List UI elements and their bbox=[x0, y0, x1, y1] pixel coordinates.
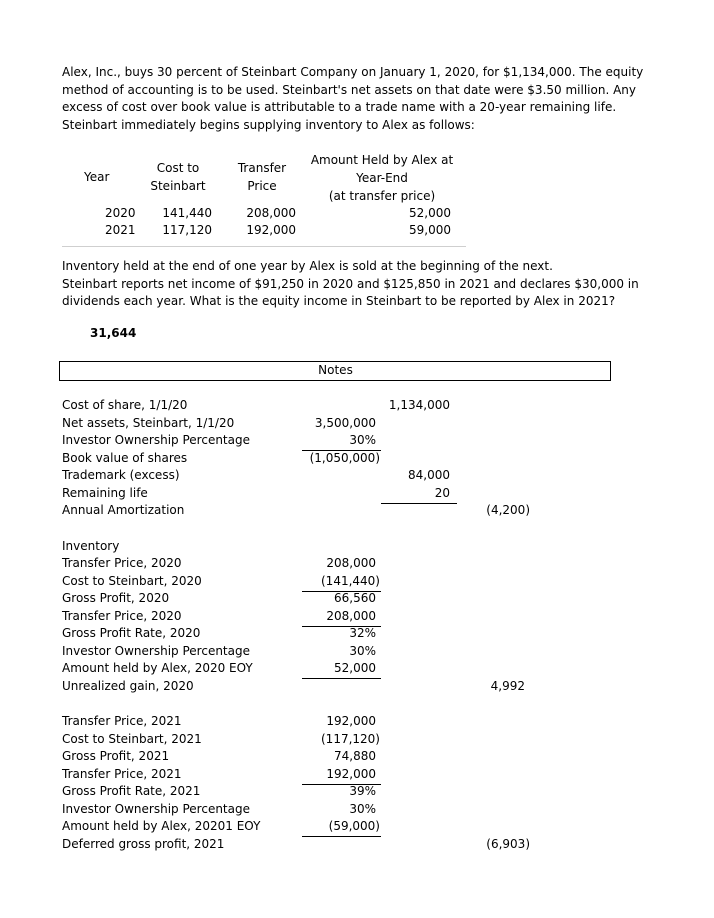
amount-held-2020-value: 52,000 bbox=[334, 661, 376, 675]
problem-line: Steinbart immediately begins supplying inventory to Alex as follows: bbox=[62, 117, 475, 132]
ownership-2021-label: Investor Ownership Percentage bbox=[62, 802, 250, 816]
gross-profit-2020-label: Gross Profit, 2020 bbox=[62, 591, 170, 605]
deferred-gross-profit-2021-value: (6,903) bbox=[486, 837, 530, 851]
header-held-line1: Amount Held by Alex at bbox=[310, 153, 454, 167]
row-held: 52,000 bbox=[409, 206, 451, 220]
cost-of-share-value: 1,134,000 bbox=[388, 398, 450, 412]
gross-profit-2021-value: 74,880 bbox=[334, 749, 376, 763]
gross-profit-rate-2020-value: 32% bbox=[349, 626, 376, 640]
header-year: Year bbox=[84, 170, 110, 184]
annual-amortization-label: Annual Amortization bbox=[62, 503, 185, 517]
row-cost: 117,120 bbox=[162, 223, 212, 237]
unrealized-gain-2020-value: 4,992 bbox=[490, 679, 525, 693]
header-transfer-line2: Price bbox=[247, 179, 277, 193]
cost-2020-value: (141,440) bbox=[321, 574, 380, 588]
gross-profit-rate-2020-label: Gross Profit Rate, 2020 bbox=[62, 626, 201, 640]
notes-label: Notes bbox=[318, 363, 353, 377]
trademark-label: Trademark (excess) bbox=[62, 468, 180, 482]
annual-amortization-value: (4,200) bbox=[486, 503, 530, 517]
cost-2020-label: Cost to Steinbart, 2020 bbox=[62, 574, 202, 588]
inventory-heading: Inventory bbox=[62, 539, 120, 553]
net-assets-value: 3,500,000 bbox=[314, 416, 376, 430]
cost-2021-label: Cost to Steinbart, 2021 bbox=[62, 732, 202, 746]
remaining-life-label: Remaining life bbox=[62, 486, 148, 500]
transfer-price-2021-value-2: 192,000 bbox=[326, 767, 376, 781]
header-cost-line2: Steinbart bbox=[150, 179, 206, 193]
transfer-price-2020-label-2: Transfer Price, 2020 bbox=[62, 609, 182, 623]
header-transfer-line1: Transfer bbox=[237, 161, 287, 175]
amount-held-2021-value: (59,000) bbox=[328, 819, 380, 833]
question-text bbox=[62, 258, 639, 311]
transfer-price-2020-value-2: 208,000 bbox=[326, 609, 376, 623]
remaining-life-value: 20 bbox=[434, 486, 450, 500]
trademark-value: 84,000 bbox=[408, 468, 450, 482]
header-held-line2: Year-End bbox=[356, 171, 408, 185]
net-assets-label: Net assets, Steinbart, 1/1/20 bbox=[62, 416, 235, 430]
ownership-label: Investor Ownership Percentage bbox=[62, 433, 250, 447]
problem-text bbox=[62, 64, 644, 134]
answer-value: 31,644 bbox=[90, 326, 137, 340]
header-held-line3: (at transfer price) bbox=[328, 189, 436, 203]
amount-held-2021-label: Amount held by Alex, 20201 EOY bbox=[62, 819, 261, 833]
transfer-price-2020-value: 208,000 bbox=[326, 556, 376, 570]
problem-line: method of accounting is to be used. Steinbart's net assets on that date were $3.50 million. Any bbox=[62, 82, 636, 97]
underline bbox=[302, 836, 381, 837]
transfer-price-2021-value: 192,000 bbox=[326, 714, 376, 728]
row-held: 59,000 bbox=[409, 223, 451, 237]
question-line: dividends each year. What is the equity income in Steinbart to be reported by Alex in 2021? bbox=[62, 294, 616, 308]
ownership-2021-value: 30% bbox=[349, 802, 376, 816]
unrealized-gain-2020-label: Unrealized gain, 2020 bbox=[62, 679, 194, 693]
ownership-2020-label: Investor Ownership Percentage bbox=[62, 644, 250, 658]
question-line: Steinbart reports net income of $91,250 in 2020 and $125,850 in 2021 and declares $30,000 in bbox=[62, 276, 639, 291]
ownership-2020-value: 30% bbox=[349, 644, 376, 658]
problem-line: Alex, Inc., buys 30 percent of Steinbart Company on January 1, 2020, for $1,134,000. The equity bbox=[62, 65, 644, 79]
cost-of-share-label: Cost of share, 1/1/20 bbox=[62, 398, 188, 412]
ownership-value: 30% bbox=[349, 433, 376, 447]
transfer-price-2021-label: Transfer Price, 2021 bbox=[62, 714, 182, 728]
gross-profit-2020-value: 66,560 bbox=[334, 591, 376, 605]
header-cost-line1: Cost to bbox=[156, 161, 200, 175]
row-transfer: 192,000 bbox=[246, 223, 296, 237]
row-cost: 141,440 bbox=[162, 206, 212, 220]
amount-held-2020-label: Amount held by Alex, 2020 EOY bbox=[62, 661, 253, 675]
gross-profit-rate-2021-value: 39% bbox=[349, 784, 376, 798]
gross-profit-2021-label: Gross Profit, 2021 bbox=[62, 749, 170, 763]
problem-line: excess of cost over book value is attributable to a trade name with a 20-year remaining life. bbox=[62, 100, 617, 114]
book-value-label: Book value of shares bbox=[62, 451, 188, 465]
transfer-price-2020-label: Transfer Price, 2020 bbox=[62, 556, 182, 570]
underline bbox=[302, 678, 381, 679]
row-transfer: 208,000 bbox=[246, 206, 296, 220]
deferred-gross-profit-2021-label: Deferred gross profit, 2021 bbox=[62, 837, 225, 851]
underline bbox=[381, 503, 457, 504]
row-year: 2021 bbox=[105, 223, 136, 237]
book-value-value: (1,050,000) bbox=[309, 451, 380, 465]
gross-profit-rate-2021-label: Gross Profit Rate, 2021 bbox=[62, 784, 201, 798]
cost-2021-value: (117,120) bbox=[321, 732, 380, 746]
row-year: 2020 bbox=[105, 206, 136, 220]
question-line: Inventory held at the end of one year by Alex is sold at the beginning of the next. bbox=[62, 259, 553, 273]
transfer-price-2021-label-2: Transfer Price, 2021 bbox=[62, 767, 182, 781]
table-divider bbox=[62, 246, 466, 247]
